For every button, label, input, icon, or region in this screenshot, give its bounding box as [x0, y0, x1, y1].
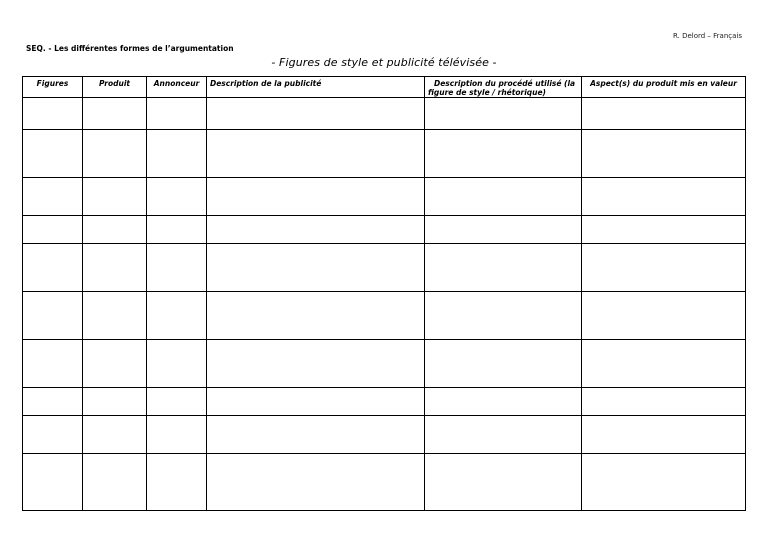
table-cell[interactable]: [425, 388, 582, 416]
table-cell[interactable]: [83, 98, 147, 130]
sequence-title: SEQ. - Les différentes formes de l’argumentation: [26, 44, 234, 53]
table-cell[interactable]: [425, 340, 582, 388]
table-cell[interactable]: [83, 178, 147, 216]
table-cell[interactable]: [147, 454, 207, 511]
table-cell[interactable]: [582, 98, 746, 130]
table-row: [23, 244, 746, 292]
table-cell[interactable]: [207, 388, 425, 416]
table-cell[interactable]: [425, 130, 582, 178]
table-cell[interactable]: [207, 244, 425, 292]
table-cell[interactable]: [23, 292, 83, 340]
table-cell[interactable]: [207, 454, 425, 511]
table-cell[interactable]: [147, 340, 207, 388]
table-cell[interactable]: [83, 388, 147, 416]
table-row: [23, 130, 746, 178]
table-row: [23, 292, 746, 340]
table-cell[interactable]: [83, 340, 147, 388]
table-cell[interactable]: [425, 244, 582, 292]
table-header-row: [23, 77, 746, 98]
table-row: [23, 178, 746, 216]
table-cell[interactable]: [582, 178, 746, 216]
table-cell[interactable]: [147, 388, 207, 416]
table-cell[interactable]: [582, 292, 746, 340]
table-row: [23, 454, 746, 511]
table-cell[interactable]: [23, 98, 83, 130]
table-row: [23, 388, 746, 416]
column-header-produit: Produit: [83, 77, 147, 98]
table-cell[interactable]: [147, 244, 207, 292]
table-cell[interactable]: [23, 130, 83, 178]
table-cell[interactable]: [83, 454, 147, 511]
table-body: [23, 98, 746, 511]
table-cell[interactable]: [207, 416, 425, 454]
table-cell[interactable]: [425, 416, 582, 454]
table-cell[interactable]: [23, 216, 83, 244]
table-cell[interactable]: [147, 416, 207, 454]
table-row: [23, 216, 746, 244]
page-subtitle: - Figures de style et publicité télévisée -: [271, 56, 497, 69]
table-cell[interactable]: [83, 216, 147, 244]
table-cell[interactable]: [582, 216, 746, 244]
table-cell[interactable]: [207, 216, 425, 244]
column-header-description-procede: Description du procédé utilisé (la figure de style / rhétorique): [425, 77, 582, 98]
table-cell[interactable]: [207, 130, 425, 178]
table-cell[interactable]: [23, 178, 83, 216]
table-cell[interactable]: [83, 292, 147, 340]
table-cell[interactable]: [23, 340, 83, 388]
table-row: [23, 340, 746, 388]
table-cell[interactable]: [582, 454, 746, 511]
table-cell[interactable]: [147, 292, 207, 340]
table-cell[interactable]: [207, 178, 425, 216]
table-cell[interactable]: [147, 98, 207, 130]
table-cell[interactable]: [147, 216, 207, 244]
table-row: [23, 98, 746, 130]
author-credit: R. Delord – Français: [673, 32, 742, 40]
column-header-annonceur: Annonceur: [147, 77, 207, 98]
table-cell[interactable]: [147, 130, 207, 178]
table-cell[interactable]: [23, 244, 83, 292]
column-header-description-publicite: Description de la publicité: [207, 77, 425, 98]
table-cell[interactable]: [582, 388, 746, 416]
table-cell[interactable]: [23, 454, 83, 511]
column-header-figures: Figures: [23, 77, 83, 98]
table-cell[interactable]: [207, 98, 425, 130]
worksheet-table: [22, 76, 746, 511]
table-cell[interactable]: [425, 178, 582, 216]
table-cell[interactable]: [582, 130, 746, 178]
table-cell[interactable]: [83, 416, 147, 454]
table-cell[interactable]: [425, 98, 582, 130]
column-header-aspects-produit: Aspect(s) du produit mis en valeur: [582, 77, 746, 98]
table-cell[interactable]: [207, 292, 425, 340]
table-cell[interactable]: [23, 388, 83, 416]
table-cell[interactable]: [147, 178, 207, 216]
table-cell[interactable]: [582, 416, 746, 454]
table-cell[interactable]: [425, 216, 582, 244]
table-row: [23, 416, 746, 454]
table-cell[interactable]: [207, 340, 425, 388]
table-cell[interactable]: [425, 292, 582, 340]
table-cell[interactable]: [582, 340, 746, 388]
table-cell[interactable]: [83, 130, 147, 178]
table-cell[interactable]: [425, 454, 582, 511]
table-cell[interactable]: [83, 244, 147, 292]
table-cell[interactable]: [23, 416, 83, 454]
table-cell[interactable]: [582, 244, 746, 292]
